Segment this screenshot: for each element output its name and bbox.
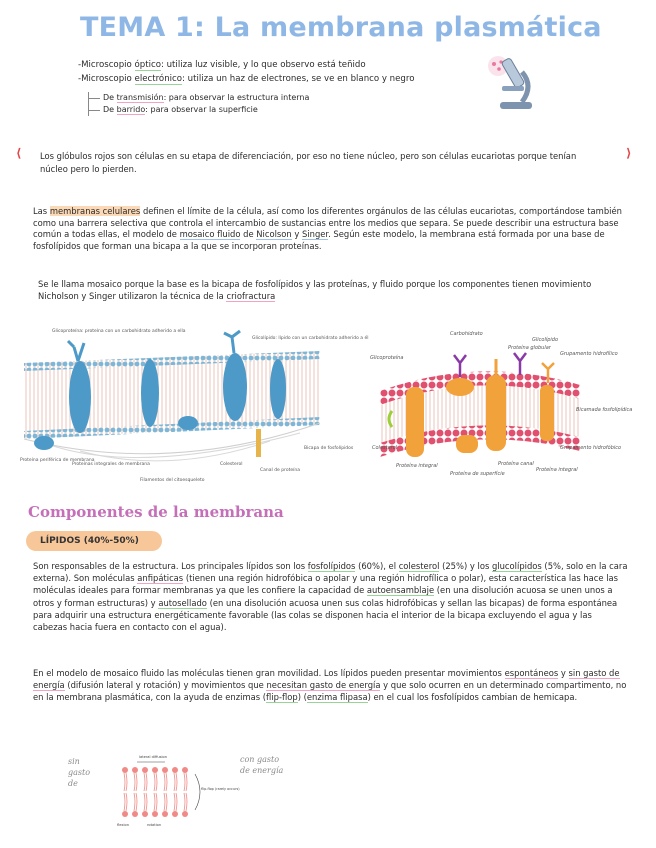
label-bilayer-right: Bicamada fosfolipídica [576, 407, 633, 413]
term-electronico: electrónico [134, 74, 183, 84]
intro-paragraph: Las membranas celulares definen el límite de la célula, así como los diferentes orgánulos de las células eucariotas, comportándose también como una barrera selectiva que controla el intercambio de sustancias entre los medios que separa. Se puede describir una estructura base común a todas ellas, el modelo de mosaico fluido de Nicolson y Singer. Según este modelo, la membrana está formada por una base de fosfolípidos que forman una bicapa a la que se incorporan proteínas. [33, 206, 622, 251]
handwritten-note-right: con gasto de energía [240, 755, 284, 775]
label-glycolipid: Glicolípido: lípido con un carbohidrato adherido a él [252, 336, 369, 341]
spark-icon-left: ⟨ [16, 146, 22, 160]
label-glycoprotein: Glicoproteína: proteína con un carbohidrato adherido a ella [52, 329, 186, 334]
label-glycolipid-right: Glicolípido [532, 337, 559, 343]
handwritten-note-left: sin gasto de [68, 757, 91, 788]
label-channel: Canal de proteína [260, 468, 300, 473]
label-lateral-diffusion: lateral diffusion [139, 755, 168, 759]
membrane-figures [20, 325, 635, 495]
label-carbohydrate: Carbohidrato [450, 331, 483, 337]
label-cholesterol-right: Colesterol [372, 445, 398, 451]
label-globular: Proteína globular [508, 345, 551, 351]
mosaic-paragraph: Se le llama mosaico porque la base es la bicapa de fosfolípidos y las proteínas, y fluido porque los componentes tienen movimiento Nicholson y Singer utilizaron la técnica de la criofractura [38, 279, 592, 301]
label-filaments: Filamentos del citoesqueleto [140, 478, 205, 483]
label-flexion: flexion [117, 823, 130, 827]
label-glycoprotein-right: Glicoproteína [370, 355, 404, 361]
label-channel-right: Proteína canal [498, 461, 534, 467]
label-hydrophilic: Grupamento hidrofílico [560, 351, 618, 357]
label-surface: Proteína de superfície [450, 471, 505, 477]
section-heading: Componentes de la membrana [28, 503, 284, 521]
label-cholesterol-left: Colesterol [220, 462, 243, 467]
term-optico: óptico [134, 60, 161, 70]
term-criofractura: criofractura [226, 290, 276, 301]
subtype-scanning: De barrido: para observar la superficie [103, 104, 309, 116]
lipids-paragraph-1: Son responsables de la estructura. Los principales lípidos son los fosfolípidos (60%), el colesterol (25%) y los glucolípidos (5%, solo en la cara externa). Son moléculas anfipáticas (tienen una región hidrofóbica o apolar y una región hidrofílica o polar), esta característica las hace las moléculas ideales para formar membranas ya que les confiere la capacidad de autoensamblaje (en una disolución acuosa se unen unos a otros y forman estructuras) y autosellado (en una disolución acuosa unen sus colas hidrofóbicas y sellan las bicapas) de forma espontánea para adquirir una estructura energéticamente favorable (las colas se disponen hacia el interior de la bicapa excluyendo el agua y las cabezas hacia fuera en contacto con el agua). [33, 561, 628, 633]
lipid-movement-figure [115, 752, 240, 830]
left-membrane-figure [24, 331, 320, 461]
label-integral-1: Proteína integral [396, 463, 438, 469]
label-peripheral: Proteína periférica de membrana [20, 458, 95, 463]
label-hydrophobic: Grupamento hidrofóbico [560, 445, 622, 451]
label-integral-2: Proteína integral [536, 467, 578, 473]
microscope-list [78, 58, 414, 86]
label-integral: Proteínas integrales de membrana [72, 462, 150, 467]
term-membranas: membranas celulares [49, 206, 141, 216]
red-blood-cell-note: Los glóbulos rojos son células en su etapa de diferenciación, por eso no tiene núcleo, pero son células eucariotas porque tenían núcleo pero lo pierden. [40, 151, 577, 174]
subtype-transmission: De transmisión: para observar la estructura interna [103, 93, 310, 102]
page-title: TEMA 1: La membrana plasmática [80, 12, 602, 43]
microscope-icon [478, 52, 540, 114]
microscope-optical: -Microscopio óptico: utiliza luz visible, y lo que observo está teñido [78, 60, 366, 70]
label-rotation: rotation [147, 823, 162, 827]
microscope-electronic: -Microscopio electrónico: utiliza un haz de electrones, se ve en blanco y negro [78, 74, 415, 84]
spark-icon-right: ⟩ [626, 146, 632, 160]
lipids-pill: LÍPIDOS (40%-50%) [26, 531, 162, 551]
label-bilayer-left: Bicapa de fosfolípidos [304, 446, 354, 451]
microscope-subtypes [88, 92, 309, 116]
lipids-paragraph-2: En el modelo de mosaico fluido las moléculas tienen gran movilidad. Los lípidos pueden presentar movimientos espontáneos y sin gasto de energía (difusión lateral y rotación) y movimientos que necesitan gasto de energía y que solo ocurren en un determinado compartimento, no en la membrana plasmática, con la ayuda de enzimas (flip-flop) (enzima flipasa) en el cual los fosfolípidos cambian de hemicapa. [33, 668, 627, 703]
label-flipflop: flip-flop (rarely occurs) [201, 787, 240, 791]
right-membrane-figure [380, 353, 580, 457]
